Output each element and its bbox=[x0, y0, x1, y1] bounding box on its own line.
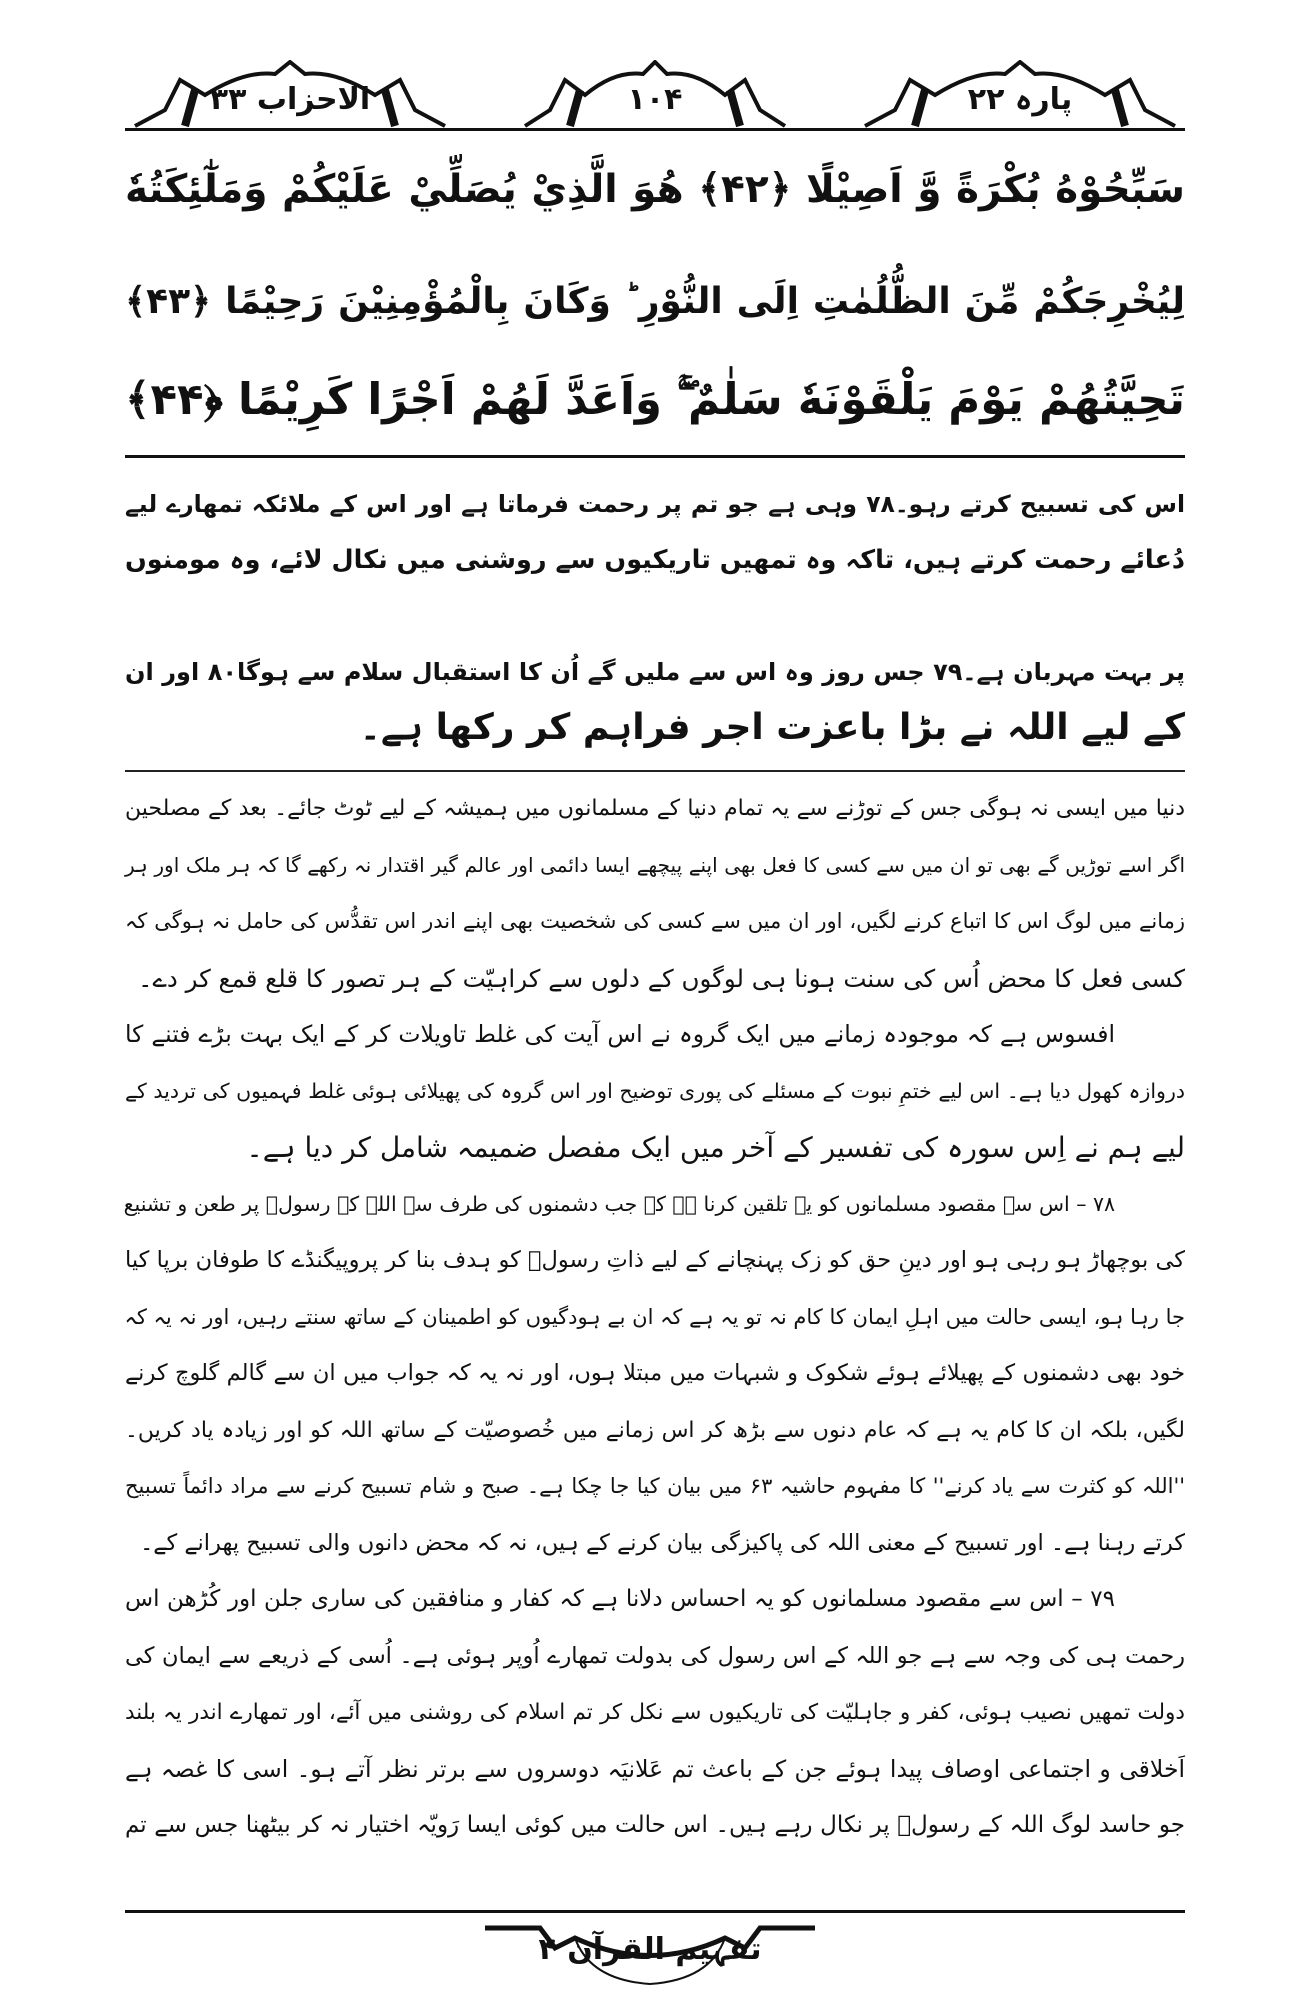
commentary-line: لگیں، بلکہ ان کا کام یہ ہے کہ عام دنوں سے بڑھ کر اس زمانے میں خُصوصیّت کے ساتھ اللہ کو اور زیادہ یاد کریں۔ bbox=[125, 1417, 1185, 1443]
page-header bbox=[125, 60, 1185, 130]
verse-rule bbox=[125, 455, 1185, 458]
commentary-line: خود بھی دشمنوں کے پھیلائے ہوئے شکوک و شبہات میں مبتلا ہوں، اور نہ یہ کہ جواب میں ان سے گالم گلوچ کرنے bbox=[125, 1360, 1185, 1386]
commentary-line: زمانے میں لوگ اس کا اتباع کرنے لگیں، اور ان میں سے کسی کی شخصیت بھی اپنے اندر اس تقدُّس کی حامل نہ ہوگی کہ bbox=[125, 909, 1185, 933]
commentary-line: ''اللہ کو کثرت سے یاد کرنے'' کا مفہوم حاشیہ ۶۳ میں بیان کیا جا چکا ہے۔ صبح و شام تسبیح کرنے سے مراد دائماً تسبیح bbox=[125, 1474, 1185, 1498]
commentary-line: کرتے رہنا ہے۔ اور تسبیح کے معنی اللہ کی پاکیزگی بیان کرنے کے ہیں، نہ کہ محض دانوں والی تسبیح پھرانے کے۔ bbox=[140, 1529, 1185, 1556]
commentary-line: جو حاسد لوگ اللہ کے رسولؐ پر نکال رہے ہیں۔ اس حالت میں کوئی ایسا رَویّہ اختیار نہ کر بیٹھنا جس سے تم bbox=[125, 1812, 1185, 1838]
commentary-line: ۷۹ – اس سے مقصود مسلمانوں کو یہ احساس دلانا ہے کہ کفار و منافقین کی ساری جلن اور کُڑھن اس bbox=[125, 1586, 1115, 1612]
commentary-line: اَخلاقی و اجتماعی اوصاف پیدا ہوئے جن کے باعث تم عَلانیَہ دوسروں سے برتر نظر آتے ہو۔ اسی کا غصہ ہے bbox=[125, 1754, 1185, 1783]
surah-label: الاحزاب ۳۳ bbox=[209, 82, 371, 117]
footer-ornament bbox=[480, 1918, 820, 1988]
commentary-line: لیے ہم نے اِس سورہ کی تفسیر کے آخر میں ایک مفصل ضمیمہ شامل کر دیا ہے۔ bbox=[246, 1131, 1185, 1164]
translation-line: پر بہت مہربان ہے۔۷۹ جس روز وہ اس سے ملیں گے اُن کا استقبال سلام سے ہوگا۸۰ اور ان bbox=[125, 658, 1185, 686]
footer-rule bbox=[125, 1910, 1185, 1913]
commentary-line: دروازہ کھول دیا ہے۔ اس لیے ختمِ نبوت کے مسئلے کی پوری توضیح اور اس گروہ کی پھیلائی ہوئی غلط فہمیوں کی تردید کے bbox=[125, 1078, 1185, 1103]
juz-label: پارہ ۲۲ bbox=[967, 82, 1073, 117]
juz-ornament bbox=[855, 60, 1185, 128]
commentary-line: اگر اسے توڑیں گے بھی تو ان میں سے کسی کا فعل بھی اپنے پیچھے ایسا دائمی اور عالم گیر اقتدار نہ رکھے گا کہ ہر ملک اور ہر bbox=[125, 852, 1185, 877]
commentary-line: دنیا میں ایسی نہ ہوگی جس کے توڑنے سے یہ تمام دنیا کے مسلمانوں میں ہمیشہ کے لیے ٹوٹ جائے۔ بعد کے مصلحین bbox=[125, 796, 1185, 821]
page-number-ornament bbox=[515, 60, 795, 128]
translation-line: کے لیے اللہ نے بڑا باعزت اجر فراہم کر رکھا ہے۔ bbox=[359, 707, 1185, 748]
book-title: تفہیم القرآن ۴ bbox=[538, 1932, 762, 1967]
page-number: ۱۰۴ bbox=[627, 82, 683, 117]
surah-ornament bbox=[125, 60, 455, 128]
arabic-verse-line: لِيُخْرِجَكُمْ مِّنَ الظُّلُمٰتِ اِلَى النُّوْرِ ؕ وَكَانَ بِالْمُؤْمِنِيْنَ رَحِيْمًا ﴿۴۳﴾ bbox=[125, 281, 1185, 322]
commentary-line: کی بوچھاڑ ہو رہی ہو اور دینِ حق کو زک پہنچانے کے لیے ذاتِ رسولؐ کو ہدف بنا کر پروپیگنڈے کا طوفان برپا کیا bbox=[125, 1247, 1185, 1273]
translation-rule bbox=[125, 770, 1185, 772]
translation-line: دُعائے رحمت کرتے ہیں، تاکہ وہ تمھیں تاریکیوں سے روشنی میں نکال لائے، وہ مومنوں bbox=[125, 545, 1185, 575]
arabic-verse-line: تَحِيَّتُهُمْ يَوْمَ يَلْقَوْنَهٗ سَلٰمٌ ۚۖ وَاَعَدَّ لَهُمْ اَجْرًا كَرِيْمًا ﴿۴۴﴾ bbox=[125, 375, 1185, 425]
commentary-line: افسوس ہے کہ موجودہ زمانے میں ایک گروہ نے اس آیت کی غلط تاویلات کر کے ایک بہت بڑے فتنے کا bbox=[125, 1020, 1115, 1048]
commentary-line: ۷۸ – اس سے مقصود مسلمانوں کو یہ تلقین کرنا ہے کہ جب دشمنوں کی طرف سے اللہ کے رسولؐ پر طعن و تشنیع bbox=[123, 1191, 1115, 1216]
translation-line: اس کی تسبیح کرتے رہو۔۷۸ وہی ہے جو تم پر رحمت فرماتا ہے اور اس کے ملائکہ تمھارے لیے bbox=[125, 490, 1185, 518]
arabic-verse-line: سَبِّحُوْهُ بُكْرَةً وَّ اَصِيْلًا ﴿۴۲﴾ هُوَ الَّذِيْ يُصَلِّيْ عَلَيْكُمْ وَمَلٰٓئِكَتُهٗ bbox=[125, 167, 1185, 212]
header-rule bbox=[125, 128, 1185, 131]
commentary-line: دولت تمھیں نصیب ہوئی، کفر و جاہلیّت کی تاریکیوں سے نکل کر تم اسلام کی روشنی میں آئے، اور تمھارے اندر یہ بلند bbox=[125, 1700, 1185, 1725]
commentary-line: رحمت ہی کی وجہ سے ہے جو اللہ کے اس رسول کی بدولت تمھارے اُوپر ہوئی ہے۔ اُسی کے ذریعے سے ایمان کی bbox=[125, 1642, 1185, 1669]
commentary-line: کسی فعل کا محض اُس کی سنت ہونا ہی لوگوں کے دلوں سے کراہیّت کے ہر تصور کا قلع قمع کر دے۔ bbox=[138, 963, 1185, 993]
commentary-line: جا رہا ہو، ایسی حالت میں اہلِ ایمان کا کام نہ تو یہ ہے کہ ان بے ہودگیوں کو اطمینان کے ساتھ سنتے رہیں، اور نہ یہ کہ bbox=[124, 1304, 1185, 1329]
